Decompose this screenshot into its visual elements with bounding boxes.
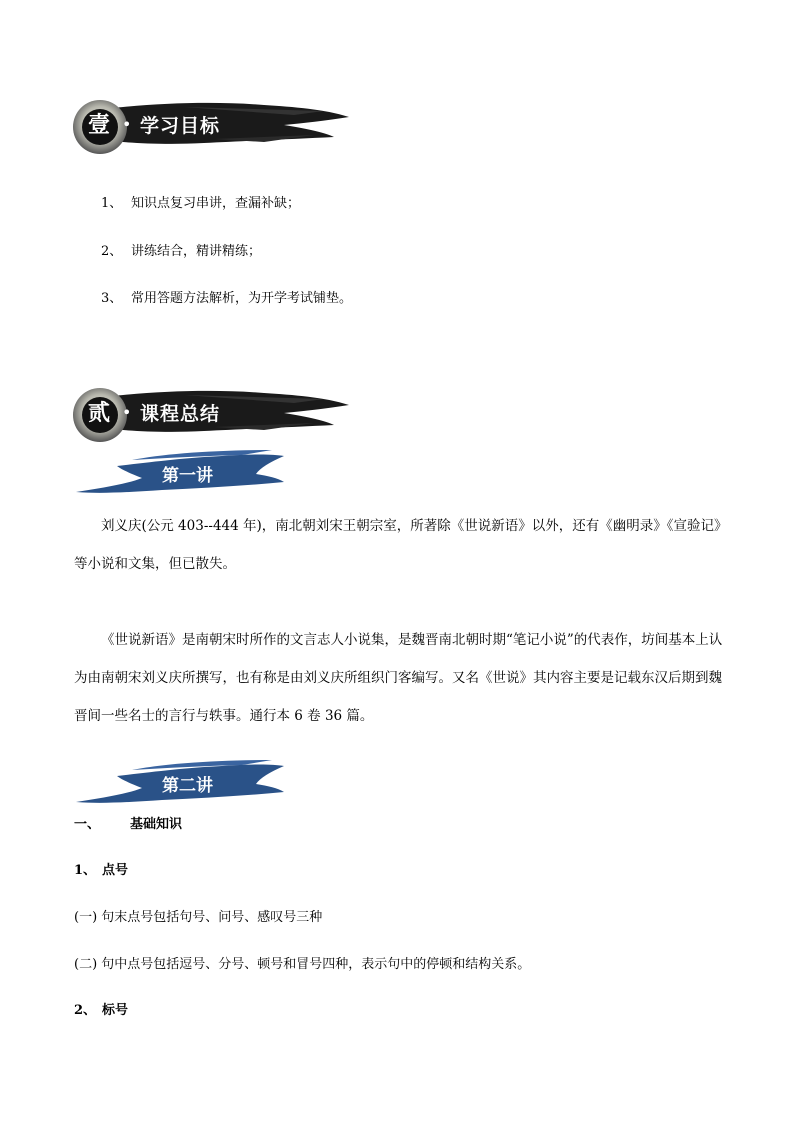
lecture-title: 第二讲 [162, 776, 213, 796]
section-number: 贰 [88, 400, 111, 426]
paragraph-1: 刘义庆(公元 403--444 年)，南北朝刘宋王朝宗室，所著除《世说新语》以外，还有《幽明录》《宣验记》等小说和文集，但已散失。 [74, 518, 728, 572]
section-number: 壹 [88, 112, 111, 138]
item-heading-1: 1、 点号 [74, 863, 129, 878]
section-banner-2 [64, 383, 354, 445]
section-banner-1 [64, 95, 354, 157]
lecture-banner-1 [72, 448, 292, 496]
bullet-dot-icon: • [122, 115, 132, 134]
list-item: 1、 知识点复习串讲，查漏补缺； [101, 196, 301, 211]
sub-item-1: (一) 句末点号包括句号、问号、感叹号三种 [74, 910, 323, 925]
lecture-title: 第一讲 [162, 466, 213, 486]
section-title: 课程总结 [140, 403, 221, 425]
bullet-dot-icon: • [122, 403, 132, 422]
section-title: 学习目标 [140, 115, 221, 137]
list-item: 3、 常用答题方法解析，为开学考试铺垫。 [101, 291, 353, 306]
paragraph-2: 《世说新语》是南朝宋时所作的文言志人小说集，是魏晋南北朝时期“笔记小说”的代表作，坊间基本上认为由南朝宋刘义庆所撰写，也有称是由刘义庆所组织门客编写。又名《世说》其内容主要是记载东汉后期到魏晋间一些名士的言行与轶事。通行本 6 卷 36 篇。 [74, 632, 723, 724]
item-heading-2: 2、 标号 [74, 1003, 129, 1018]
list-item: 2、 讲练结合，精讲精练； [101, 244, 262, 259]
lecture-banner-2 [72, 758, 292, 806]
sub-item-2: (二) 句中点号包括逗号、分号、顿号和冒号四种，表示句中的停顿和结构关系。 [74, 957, 531, 972]
basics-heading: 一、 基础知识 [74, 817, 183, 832]
